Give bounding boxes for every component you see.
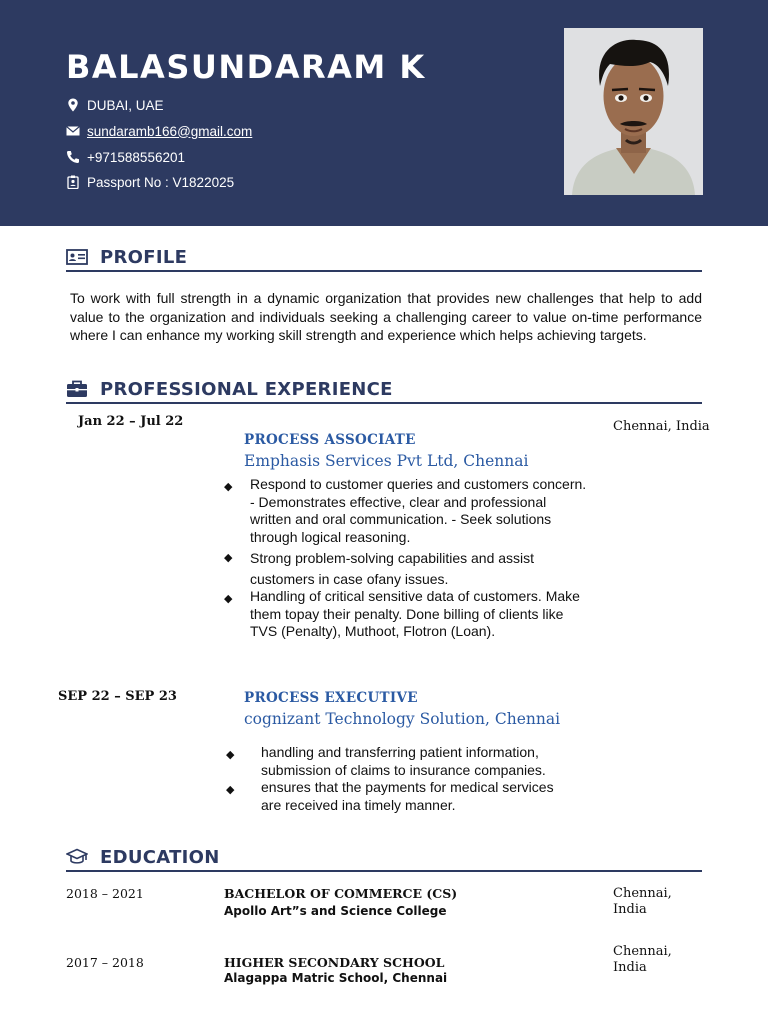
- education-years: 2018 – 2021: [66, 886, 144, 901]
- bullet-dot: ◆: [224, 593, 233, 605]
- profile-summary: To work with full strength in a dynamic organization that provides new challenges that help to add value to the organization and individuals seeking a challenging career to value on-time performance where I can enhance my working skill strength and experience which helps achieving targets.: [70, 290, 702, 344]
- job-dates: SEP 22 – SEP 23: [58, 689, 177, 704]
- job-title: PROCESS ASSOCIATE: [244, 432, 416, 448]
- education-years: 2017 – 2018: [66, 955, 144, 970]
- candidate-name: BALASUNDARAM K: [66, 48, 426, 86]
- job-location: Chennai, India: [613, 419, 710, 434]
- email-link[interactable]: sundaramb166@gmail.com: [87, 123, 253, 139]
- education-school: Apollo Art”s and Science College: [224, 904, 447, 918]
- education-section-heading: [66, 844, 702, 872]
- person-portrait: [564, 28, 703, 195]
- bullet-dot: ◆: [226, 749, 235, 761]
- experience-title: PROFESSIONAL EXPERIENCE: [100, 378, 393, 400]
- location-pin-icon: [66, 98, 80, 112]
- profile-title: PROFILE: [100, 246, 188, 268]
- profile-photo: [564, 28, 703, 195]
- header-banner: [0, 0, 768, 226]
- job-bullet: Strong problem-solving capabilities and assist customers in case ofany issues.: [250, 550, 535, 587]
- passport-text: Passport No : V1822025: [87, 174, 235, 190]
- phone-row: [66, 147, 185, 167]
- passport-row: [66, 172, 234, 192]
- location-text: DUBAI, UAE: [87, 97, 164, 113]
- education-location: Chennai, India: [613, 944, 672, 975]
- id-badge-icon: [66, 175, 80, 189]
- education-location: Chennai, India: [613, 886, 672, 917]
- job-company: Emphasis Services Pvt Ltd, Chennai: [244, 452, 529, 470]
- profile-section-heading: [66, 244, 702, 272]
- education-title: EDUCATION: [100, 846, 220, 868]
- phone-text: +971588556201: [87, 149, 185, 165]
- profile-card-icon: [66, 248, 88, 266]
- email-row: [66, 121, 252, 141]
- envelope-icon: [66, 124, 80, 138]
- job-company: cognizant Technology Solution, Chennai: [244, 710, 561, 728]
- experience-section-heading: [66, 376, 702, 404]
- job-dates: Jan 22 – Jul 22: [78, 414, 184, 429]
- job-title: PROCESS EXECUTIVE: [244, 690, 418, 706]
- graduation-cap-icon: [66, 848, 88, 866]
- education-degree: HIGHER SECONDARY SCHOOL: [224, 955, 445, 970]
- phone-icon: [66, 150, 80, 164]
- location-row: [66, 95, 164, 115]
- briefcase-icon: [66, 380, 88, 398]
- job-bullet: Respond to customer queries and customers concern. - Demonstrates effective, clear and professional written and oral communication. - Seek solutions through logical reasoning.: [250, 476, 587, 545]
- bullet-dot: ◆: [226, 784, 235, 796]
- job-bullet: ensures that the payments for medical services are received ina timely manner.: [261, 779, 554, 813]
- education-degree: BACHELOR OF COMMERCE (CS): [224, 886, 458, 901]
- bullet-dot: ◆: [224, 481, 233, 493]
- education-school: Alagappa Matric School, Chennai: [224, 971, 448, 985]
- bullet-dot: ◆: [224, 552, 233, 564]
- job-bullet: Handling of critical sensitive data of customers. Make them topay their penalty. Done billing of clients like TVS (Penalty), Muthoot, Flotron (Loan).: [250, 588, 580, 639]
- job-bullet: handling and transferring patient information, submission of claims to insurance companies.: [261, 744, 546, 778]
